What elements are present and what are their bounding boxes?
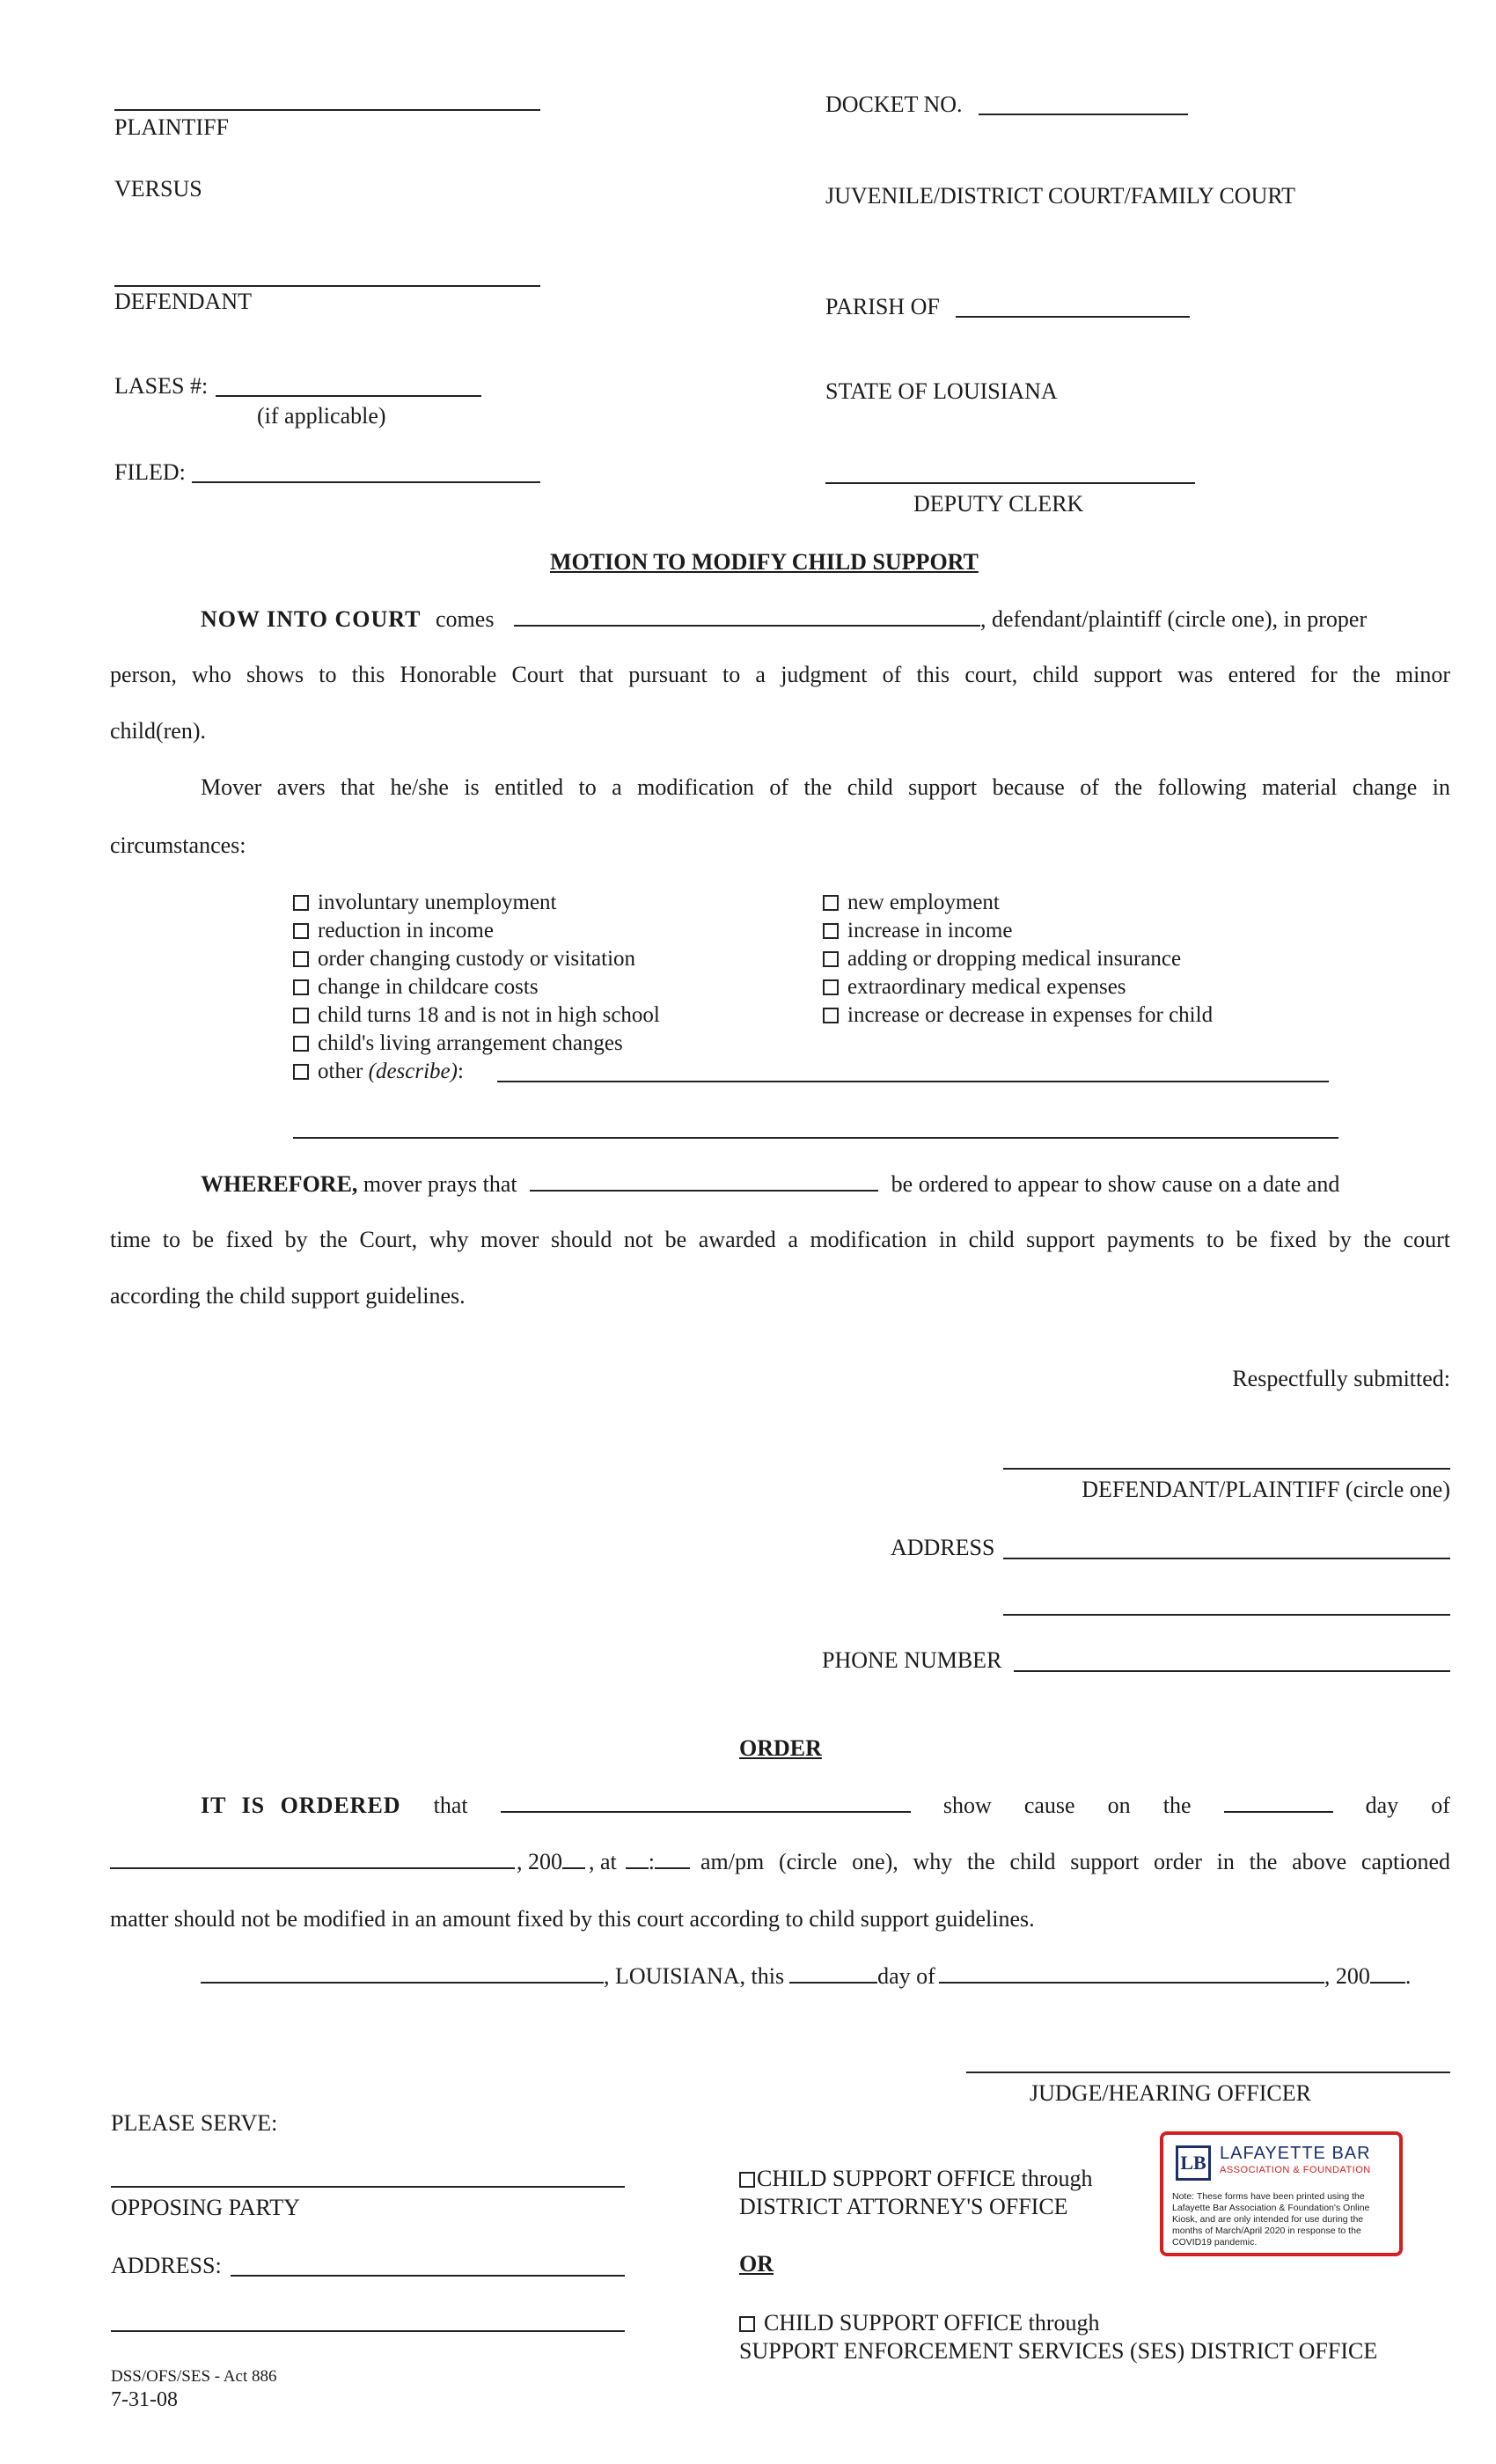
- lases-label: LASES #:: [114, 373, 209, 399]
- now-into-court-lead: NOW INTO COURT: [201, 606, 422, 632]
- checkbox-new-employment[interactable]: [823, 891, 1000, 915]
- address-line-1[interactable]: [1003, 1558, 1450, 1559]
- checkbox-icon[interactable]: [823, 895, 839, 911]
- order-end: .: [1404, 1963, 1412, 1989]
- defendant-plaintiff-text: , defendant/plaintiff (circle one), in proper: [979, 606, 1368, 632]
- phone-label: PHONE NUMBER: [822, 1647, 1002, 1673]
- checkbox-reduction-in-income[interactable]: [293, 919, 494, 943]
- order-minute-field[interactable]: [655, 1848, 690, 1869]
- option1-line2: DISTRICT ATTORNEY'S OFFICE: [739, 2194, 1068, 2219]
- order-year-prefix: , 200: [517, 1849, 562, 1874]
- it-is-ordered-lead: IT IS ORDERED: [201, 1793, 401, 1818]
- signature-line[interactable]: [1003, 1468, 1450, 1470]
- checkbox-icon[interactable]: [293, 1008, 309, 1023]
- checkbox-icon[interactable]: [823, 923, 839, 939]
- checkbox-icon[interactable]: [823, 951, 839, 967]
- wherefore-lead: WHEREFORE,: [201, 1171, 358, 1197]
- deputy-clerk-label: DEPUTY CLERK: [913, 491, 1084, 517]
- item-label: increase in income: [847, 919, 1013, 942]
- other-describe-line-2[interactable]: [293, 1137, 1338, 1139]
- checkbox-order-changing-custody[interactable]: [293, 947, 635, 972]
- judge-signature-line[interactable]: [966, 2072, 1450, 2073]
- order-sign-year-prefix: , 200: [1324, 1963, 1370, 1989]
- filed-label: FILED:: [114, 459, 186, 485]
- checkbox-childcare-costs[interactable]: [293, 975, 539, 1000]
- checkbox-icon[interactable]: [293, 951, 309, 967]
- order-sign-year-field[interactable]: [1370, 1962, 1405, 1984]
- form-code: DSS/OFS/SES - Act 886: [111, 2367, 277, 2386]
- or-label: OR: [739, 2251, 774, 2277]
- checkbox-extraordinary-medical[interactable]: [823, 975, 1126, 1000]
- order-that: that: [433, 1793, 468, 1818]
- motion-p3-line2: time to be fixed by the Court, why mover should not be awarded a modification in child support payments to be fixed by the court: [110, 1227, 1450, 1252]
- checkbox-icon[interactable]: [823, 1008, 839, 1023]
- versus-label: VERSUS: [114, 176, 202, 202]
- order-line-1: [201, 1792, 1450, 1819]
- order-hour-field[interactable]: [626, 1848, 649, 1869]
- checkbox-involuntary-unemployment[interactable]: [293, 891, 556, 915]
- other-label: other: [318, 1060, 363, 1083]
- form-date: 7-31-08: [111, 2388, 178, 2411]
- defendant-label: DEFENDANT: [114, 289, 252, 314]
- wherefore-line: [201, 1170, 1339, 1198]
- if-applicable-note: (if applicable): [257, 403, 386, 429]
- court-label: JUVENILE/DISTRICT COURT/FAMILY COURT: [825, 183, 1296, 209]
- order-day: day: [1365, 1793, 1399, 1818]
- option1-line1: CHILD SUPPORT OFFICE through: [757, 2166, 1093, 2191]
- defendant-line[interactable]: [114, 285, 540, 287]
- serve-address-label: ADDRESS:: [111, 2253, 222, 2278]
- order-louisiana: , LOUISIANA, this: [604, 1963, 785, 1989]
- item-label: reduction in income: [318, 919, 494, 942]
- order-sign-month-field[interactable]: [939, 1962, 1324, 1984]
- order-on: on: [1107, 1793, 1131, 1818]
- checkbox-other[interactable]: [293, 1060, 464, 1084]
- state-label: STATE OF LOUISIANA: [825, 378, 1058, 404]
- lases-line[interactable]: [216, 395, 481, 397]
- checkbox-icon[interactable]: [739, 2172, 755, 2188]
- lb-logo-icon: LB: [1176, 2145, 1211, 2181]
- order-at: , at: [589, 1849, 617, 1874]
- item-label: change in childcare costs: [318, 975, 539, 999]
- item-label: child turns 18 and is not in high school: [318, 1003, 660, 1027]
- checkbox-increase-in-income[interactable]: [823, 919, 1012, 943]
- motion-title: MOTION TO MODIFY CHILD SUPPORT: [550, 549, 979, 575]
- motion-p2-line1: Mover avers that he/she is entitled to a modification of the child support because of the following material change in: [201, 774, 1450, 800]
- checkbox-icon[interactable]: [293, 895, 309, 911]
- item-label: adding or dropping medical insurance: [847, 947, 1182, 971]
- order-the: the: [1162, 1793, 1192, 1818]
- serve-option-1[interactable]: [739, 2165, 1093, 2221]
- order-title: ORDER: [739, 1735, 822, 1761]
- respectfully-submitted: Respectfully submitted:: [1232, 1366, 1450, 1391]
- item-label: increase or decrease in expenses for child: [847, 1003, 1214, 1027]
- opposing-name-field[interactable]: [530, 1170, 878, 1192]
- other-describe-line[interactable]: [497, 1081, 1329, 1082]
- option2-line1: CHILD SUPPORT OFFICE through: [764, 2310, 1100, 2336]
- serve-option-2[interactable]: [739, 2309, 1377, 2365]
- order-show: show: [942, 1793, 992, 1818]
- order-party-field[interactable]: [501, 1792, 911, 1813]
- serve-address-line-2[interactable]: [111, 2330, 625, 2332]
- lafayette-bar-stamp: [1160, 2131, 1403, 2256]
- serve-address-line-1[interactable]: [231, 2275, 625, 2277]
- option2-line2: SUPPORT ENFORCEMENT SERVICES (SES) DISTRICT OFFICE: [739, 2338, 1378, 2364]
- order-cause: cause: [1023, 1793, 1075, 1818]
- wherefore-after: be ordered to appear to show cause on a date and: [891, 1171, 1340, 1197]
- order-time-colon: :: [648, 1849, 655, 1874]
- deputy-clerk-line[interactable]: [825, 482, 1195, 484]
- please-serve-label: PLEASE SERVE:: [111, 2110, 278, 2136]
- order-year-field[interactable]: [562, 1848, 585, 1869]
- checkbox-icon[interactable]: [823, 979, 839, 995]
- logo-note: Note: These forms have been printed using the Lafayette Bar Association & Foundation's Online Kiosk, and are only intended for use during the months of March/April 2020 in response to the COVID19 pandemic.: [1172, 2191, 1370, 2248]
- logo-name: LAFAYETTE BAR: [1220, 2144, 1371, 2163]
- order-sign-day-field[interactable]: [789, 1962, 877, 1984]
- docket-no-line[interactable]: [979, 114, 1188, 115]
- order-of: of: [1431, 1793, 1450, 1818]
- checkbox-icon[interactable]: [293, 923, 309, 939]
- checkbox-icon[interactable]: [739, 2316, 755, 2332]
- opposing-party-label: OPPOSING PARTY: [111, 2195, 300, 2220]
- judge-label: JUDGE/HEARING OFFICER: [1030, 2080, 1311, 2106]
- docket-no-label: DOCKET NO.: [825, 92, 963, 117]
- address-label: ADDRESS: [891, 1535, 995, 1560]
- item-label: order changing custody or visitation: [318, 947, 636, 971]
- motion-p1-line2: person, who shows to this Honorable Court that pursuant to a judgment of this court, child support was entered for the minor: [110, 662, 1450, 687]
- motion-p3-line3: according the child support guidelines.: [110, 1283, 466, 1309]
- checkbox-child-turns-18[interactable]: [293, 1003, 660, 1028]
- order-day-field[interactable]: [1224, 1792, 1333, 1813]
- mover-name-field[interactable]: [514, 605, 980, 627]
- def-plaintiff-label: DEFENDANT/PLAINTIFF (circle one): [1082, 1477, 1450, 1502]
- checkbox-expenses-for-child[interactable]: [823, 1003, 1213, 1028]
- order-line-4: [201, 1962, 1411, 1990]
- order-month-field[interactable]: [110, 1848, 515, 1869]
- checkbox-medical-insurance[interactable]: [823, 947, 1181, 972]
- phone-line[interactable]: [1014, 1670, 1450, 1672]
- checkbox-living-arrangement[interactable]: [293, 1031, 623, 1056]
- other-colon: :: [457, 1060, 464, 1083]
- logo-subtitle: ASSOCIATION & FOUNDATION: [1220, 2165, 1371, 2175]
- now-into-court-line: [201, 605, 1450, 633]
- order-line-3: matter should not be modified in an amount fixed by this court according to child support guidelines.: [110, 1906, 1035, 1932]
- motion-p1-line3: child(ren).: [110, 718, 207, 744]
- address-line-2[interactable]: [1003, 1614, 1450, 1616]
- order-dayof: day of: [877, 1963, 935, 1989]
- plaintiff-label: PLAINTIFF: [114, 114, 230, 140]
- item-label: involuntary unemployment: [318, 891, 557, 914]
- order-line-2: [110, 1848, 1450, 1875]
- filed-line[interactable]: [192, 481, 540, 483]
- comes-word: comes: [436, 606, 495, 632]
- checkbox-icon[interactable]: [293, 1064, 309, 1080]
- item-label: child's living arrangement changes: [318, 1031, 623, 1055]
- describe-label: (describe): [368, 1060, 458, 1083]
- checkbox-icon[interactable]: [293, 1036, 309, 1052]
- item-label: new employment: [847, 891, 1000, 914]
- motion-p2-line2: circumstances:: [110, 832, 246, 858]
- order-time-rest: am/pm (circle one), why the child support order in the above captioned: [700, 1849, 1450, 1874]
- item-label: extraordinary medical expenses: [847, 975, 1126, 999]
- parish-of-label: PARISH OF: [825, 294, 940, 319]
- checkbox-icon[interactable]: [293, 979, 309, 995]
- order-place-field[interactable]: [201, 1962, 604, 1984]
- opposing-party-line[interactable]: [111, 2186, 625, 2188]
- plaintiff-line[interactable]: [114, 109, 540, 111]
- parish-line[interactable]: [956, 316, 1190, 318]
- prays-text: mover prays that: [363, 1171, 517, 1197]
